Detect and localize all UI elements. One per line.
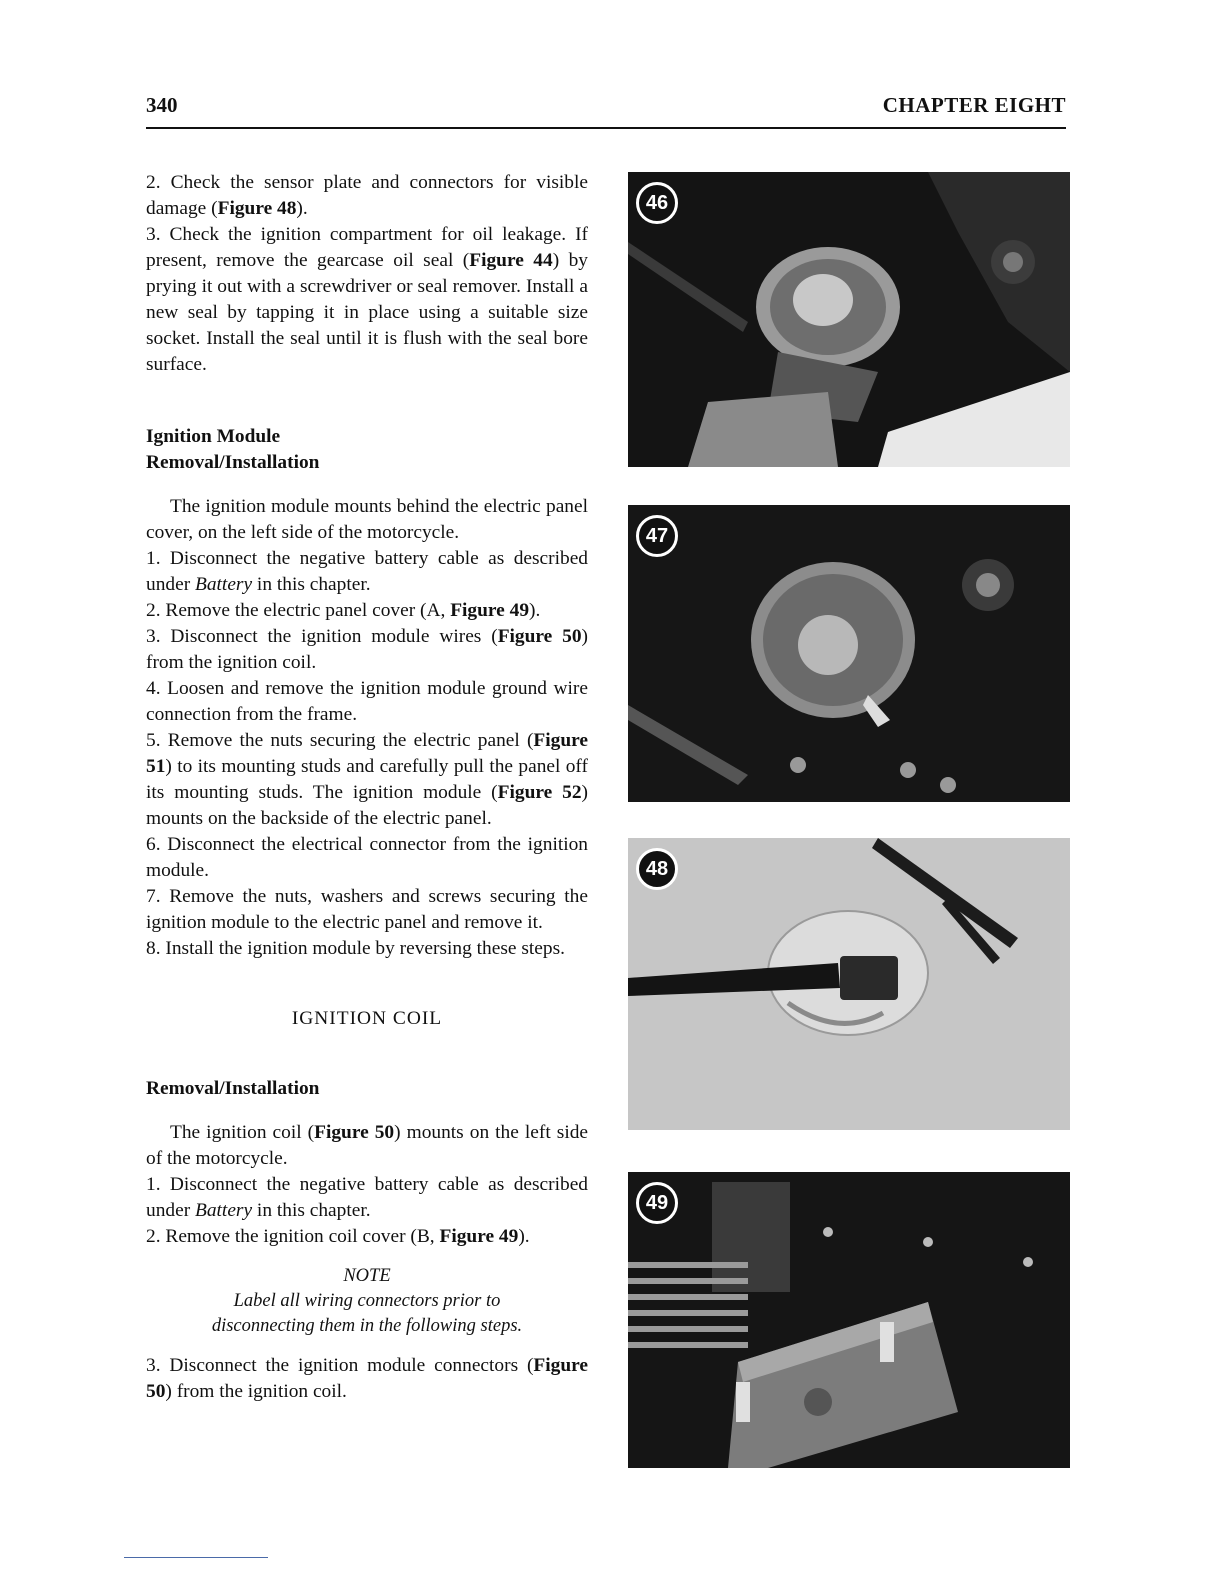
subsection-heading: Removal/Installation (146, 452, 320, 473)
figure-number-badge: 47 (636, 515, 678, 557)
paragraph-step: 3. Check the ignition compartment for oil leakage. If present, remove the gearcase oil seal (Figure 44) by prying it out with a screwdriver or seal remover. Install a new seal by tapping it in place using a suitable size socket. Install the seal until it is flush with the seal bore surface. (146, 224, 588, 375)
paragraph: The ignition module mounts behind the electric panel cover, on the left side of the motorcycle. (146, 496, 588, 543)
paragraph-step: 5. Remove the nuts securing the electric panel (Figure 51) to its mounting studs and carefully pull the panel off its mounting studs. The ignition module (Figure 52) mounts on the backside of the electric panel. (146, 730, 588, 829)
paragraph-step: 1. Disconnect the negative battery cable as described under Battery in this chapter. (146, 1174, 588, 1221)
note-title: NOTE (343, 1266, 391, 1286)
photo-sensor-plate (628, 838, 1070, 1130)
page-header (146, 93, 1066, 129)
figure-48-photo (628, 838, 1070, 1130)
paragraph-step: 6. Disconnect the electrical connector from the ignition module. (146, 834, 588, 881)
paragraph-step: 3. Disconnect the ignition module connectors (Figure 50) from the ignition coil. (146, 1355, 588, 1402)
paragraph: The ignition coil (Figure 50) mounts on the left side of the motorcycle. (146, 1122, 589, 1169)
subsection-heading: Removal/Installation (146, 1078, 320, 1099)
page-number: 340 (146, 93, 178, 117)
figure-number-badge: 46 (636, 182, 678, 224)
paragraph-step: 2. Check the sensor plate and connectors for visible damage (Figure 48). (146, 172, 588, 219)
figure-46-photo (628, 172, 1070, 467)
photo-electric-panel (628, 1172, 1070, 1468)
paragraph-step: 3. Disconnect the ignition module wires (Figure 50) from the ignition coil. (146, 626, 588, 673)
paragraph-step: 2. Remove the ignition coil cover (B, Figure 49). (146, 1226, 530, 1247)
paragraph-step: 8. Install the ignition module by reversing these steps. (146, 938, 565, 959)
photo-ignition-cover (628, 172, 1070, 467)
figure-47-photo (628, 505, 1070, 802)
subsection-heading: Ignition Module (146, 426, 281, 447)
paragraph-step: 7. Remove the nuts, washers and screws securing the ignition module to the electric panel and remove it. (146, 886, 588, 933)
photo-timer-cover (628, 505, 1070, 802)
paragraph-step: 1. Disconnect the negative battery cable as described under Battery in this chapter. (146, 548, 588, 595)
figure-number-badge: 49 (636, 1182, 678, 1224)
section-heading: IGNITION COIL (291, 1008, 443, 1029)
figure-49-photo (628, 1172, 1070, 1468)
note-text: Label all wiring connectors prior to disconnecting them in the following steps. (211, 1291, 523, 1336)
figure-number-badge: 48 (636, 848, 678, 890)
text-column (146, 170, 588, 1405)
footer-rule (124, 1557, 268, 1558)
paragraph-step: 4. Loosen and remove the ignition module ground wire connection from the frame. (146, 678, 588, 725)
paragraph-step: 2. Remove the electric panel cover (A, Figure 49). (146, 600, 541, 621)
chapter-title: CHAPTER EIGHT (882, 93, 1066, 117)
